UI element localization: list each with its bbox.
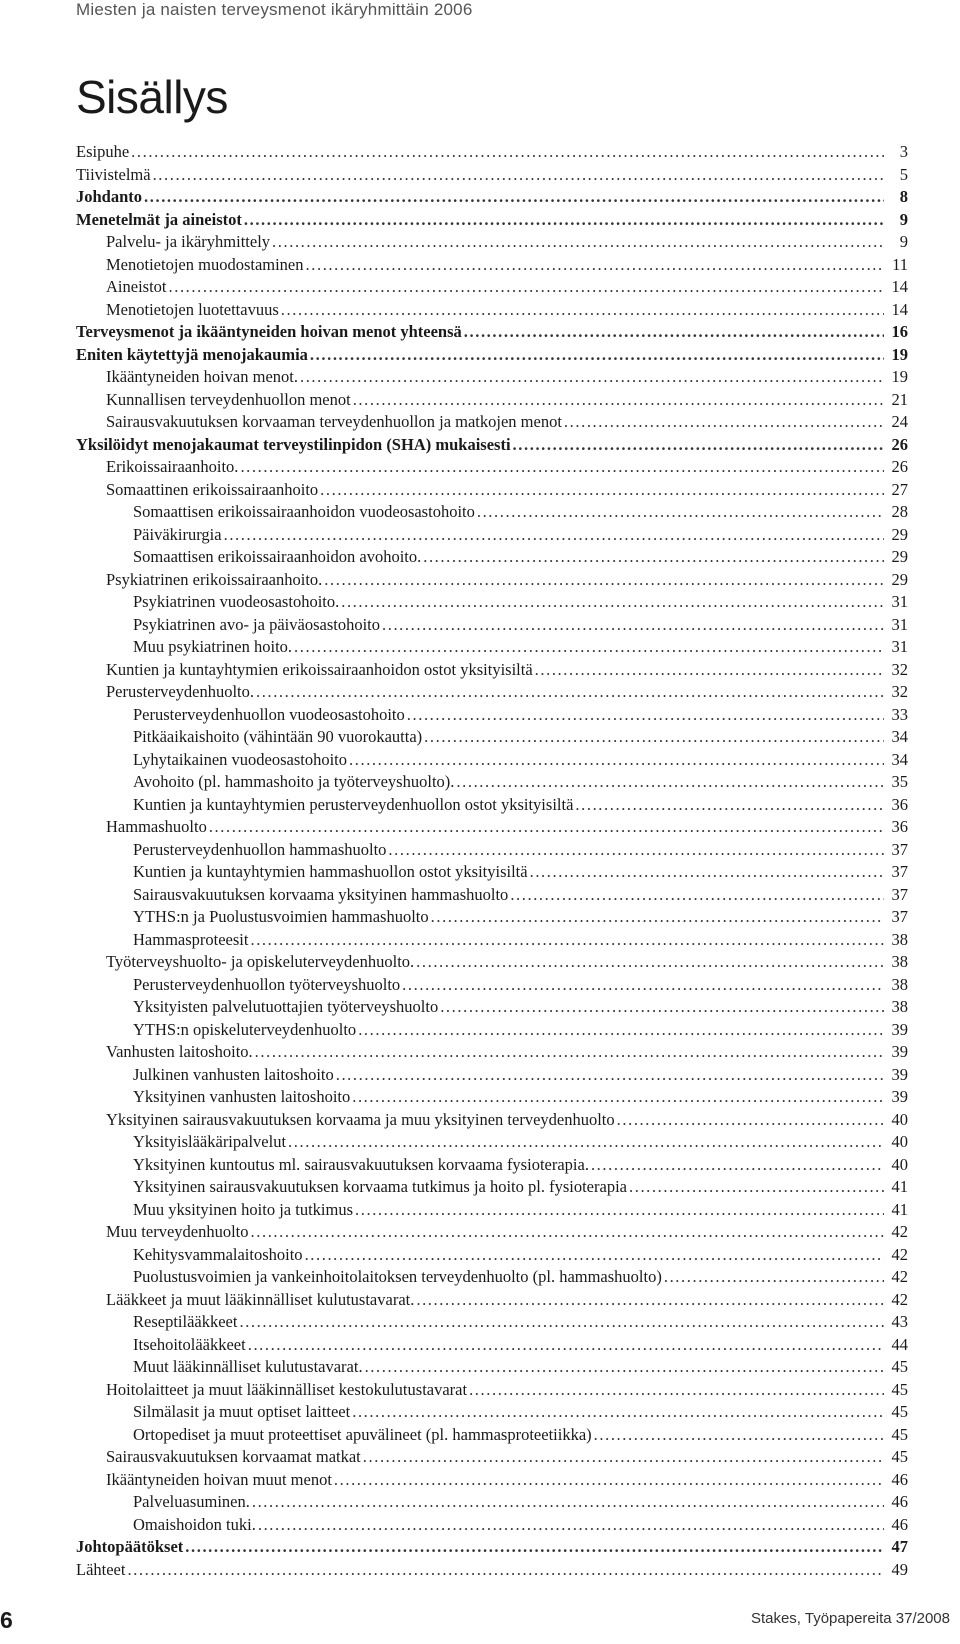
toc-entry[interactable]: [76, 884, 908, 907]
toc-entry-title: Yksilöidyt menojakaumat terveystilinpidon (SHA) mukaisesti: [76, 434, 511, 454]
toc-entry-page: 31: [891, 614, 908, 634]
toc-entry-page: 3: [899, 142, 908, 161]
toc-entry[interactable]: [76, 1244, 908, 1267]
toc-entry-page: 32: [891, 659, 908, 679]
toc-entry-title: Vanhusten laitoshoito.: [106, 1042, 253, 1061]
toc-leader-dots: [358, 1019, 884, 1042]
toc-entry-title: Lyhytaikainen vuodeosastohoito: [133, 749, 348, 769]
toc-entry-title: Silmälasit ja muut optiset laitteet: [133, 1402, 351, 1421]
toc-entry-title: Perusterveydenhuollon vuodeosastohoito: [133, 704, 405, 724]
toc-entry-page: 31: [891, 592, 908, 611]
toc-entry-title: Reseptilääkkeet: [133, 1312, 238, 1331]
toc-entry[interactable]: [76, 1334, 908, 1357]
toc-entry-title: Ikääntyneiden hoivan menot.: [106, 367, 298, 386]
toc-leader-dots: [353, 389, 884, 412]
toc-entry-title: Somaattisen erikoissairaanhoidon vuodeosastohoito: [133, 502, 475, 521]
toc-entry-title: Avohoito (pl. hammashoito ja työterveyshuolto).: [133, 772, 455, 791]
toc-leader-dots: [153, 164, 884, 187]
toc-leader-dots: [256, 681, 884, 704]
toc-entry[interactable]: [76, 929, 908, 952]
toc-entry-title: Lääkkeet ja muut lääkinnälliset kulutustavarat.: [106, 1289, 415, 1309]
toc-entry-title: Sairausvakuutuksen korvaama yksityinen hammashuolto: [133, 884, 509, 904]
toc-leader-dots: [355, 1199, 884, 1222]
toc-leader-dots: [456, 771, 884, 794]
toc-entry-title: Pitkäaikaishoito (vähintään 90 vuorokautta): [133, 727, 423, 746]
table-of-contents: [76, 141, 908, 1581]
toc-entry-title: Palveluasuminen.: [133, 1492, 250, 1511]
toc-entry-title: Yksityinen sairausvakuutuksen korvaama tutkimus ja hoito pl. fysioterapia: [133, 1177, 627, 1196]
toc-leader-dots: [535, 659, 884, 682]
toc-leader-dots: [510, 884, 884, 907]
toc-entry-title: Psykiatrinen vuodeosastohoito.: [133, 592, 340, 611]
toc-entry-page: 44: [891, 1334, 908, 1354]
toc-entry-title: Ikääntyneiden hoivan muut menot: [106, 1469, 332, 1489]
toc-leader-dots: [341, 591, 884, 614]
toc-entry-title: Hammasproteesit: [133, 929, 249, 949]
toc-leader-dots: [416, 1289, 884, 1312]
toc-leader-dots: [305, 1244, 884, 1267]
toc-entry-page: 36: [891, 817, 908, 836]
toc-entry-page: 49: [891, 1559, 908, 1579]
toc-entry[interactable]: [76, 1559, 908, 1582]
toc-entry-page: 37: [891, 862, 908, 881]
toc-entry-title: Psykiatrinen avo- ja päiväosastohoito: [133, 614, 380, 634]
toc-leader-dots: [575, 794, 884, 817]
toc-entry[interactable]: [76, 276, 908, 299]
toc-entry-title: Perusterveydenhuolto.: [106, 682, 255, 701]
toc-entry[interactable]: [76, 1086, 908, 1109]
toc-entry-page: 29: [891, 547, 908, 566]
toc-leader-dots: [248, 1334, 884, 1357]
toc-leader-dots: [252, 1491, 884, 1514]
toc-leader-dots: [664, 1266, 884, 1289]
toc-entry-title: Kuntien ja kuntayhtymien perusterveydenhuollon ostot yksityisiltä: [133, 794, 574, 814]
toc-entry[interactable]: [76, 1289, 908, 1312]
toc-entry-page: 43: [891, 1312, 908, 1331]
toc-entry-page: 9: [899, 232, 908, 251]
toc-entry[interactable]: [76, 411, 908, 434]
toc-entry-title: Sairausvakuutuksen korvaamat matkat: [106, 1447, 361, 1466]
toc-entry-title: Lähteet: [76, 1559, 126, 1579]
toc-entry-page: 5: [899, 164, 908, 184]
toc-entry[interactable]: [76, 299, 908, 322]
toc-entry[interactable]: [76, 366, 908, 389]
toc-leader-dots: [169, 276, 885, 299]
toc-entry-title: YTHS:n ja Puolustusvoimien hammashuolto: [133, 907, 429, 926]
toc-entry-title: Itsehoitolääkkeet: [133, 1334, 246, 1354]
toc-entry[interactable]: [76, 1199, 908, 1222]
toc-entry-page: 34: [891, 749, 908, 769]
toc-entry-page: 46: [891, 1469, 908, 1489]
toc-leader-dots: [251, 1221, 884, 1244]
toc-entry-page: 8: [899, 187, 908, 206]
toc-entry[interactable]: [76, 1491, 908, 1514]
toc-entry[interactable]: [76, 1401, 908, 1424]
toc-entry[interactable]: [76, 951, 908, 974]
toc-entry[interactable]: [76, 591, 908, 614]
toc-leader-dots: [591, 1154, 884, 1177]
toc-entry[interactable]: [76, 1311, 908, 1334]
toc-leader-dots: [258, 1514, 884, 1537]
toc-entry-page: 28: [891, 502, 908, 521]
toc-entry[interactable]: [76, 1446, 908, 1469]
toc-entry-page: 47: [891, 1537, 908, 1556]
toc-entry-title: YTHS:n opiskeluterveydenhuolto: [133, 1019, 357, 1039]
toc-entry-title: Yksityisten palvelutuottajien työterveyshuolto: [133, 997, 439, 1016]
toc-leader-dots: [440, 996, 884, 1019]
toc-entry-page: 21: [891, 389, 908, 409]
toc-entry-title: Työterveyshuolto- ja opiskeluterveydenhuolto.: [106, 952, 415, 971]
toc-leader-dots: [336, 1064, 884, 1087]
page-title: Sisällys: [76, 71, 228, 123]
footer-source: Stakes, Työpapereita 37/2008: [750, 1610, 950, 1627]
toc-entry-title: Hoitolaitteet ja muut lääkinnälliset kestokulutustavarat: [106, 1379, 468, 1399]
toc-entry[interactable]: [76, 456, 908, 479]
toc-entry-title: Hammashuolto: [106, 817, 207, 836]
toc-leader-dots: [320, 479, 884, 502]
toc-entry-title: Muu terveydenhuolto: [106, 1222, 249, 1241]
toc-entry-title: Sairausvakuutuksen korvaaman terveydenhuollon ja matkojen menot: [106, 412, 562, 431]
toc-entry-page: 24: [891, 412, 908, 431]
toc-entry[interactable]: [76, 321, 908, 344]
toc-entry[interactable]: [76, 524, 908, 547]
toc-entry-title: Kuntien ja kuntayhtymien erikoissairaanhoidon ostot yksityisiltä: [106, 659, 533, 679]
toc-entry[interactable]: [76, 1536, 908, 1559]
toc-entry-page: 19: [891, 344, 908, 364]
toc-entry-page: 11: [892, 254, 908, 274]
toc-entry-page: 45: [891, 1379, 908, 1399]
toc-entry-title: Tiivistelmä: [76, 164, 151, 184]
toc-entry-page: 37: [891, 839, 908, 859]
toc-entry-title: Päiväkirurgia: [133, 524, 222, 544]
toc-entry[interactable]: [76, 569, 908, 592]
toc-leader-dots: [349, 749, 884, 772]
toc-leader-dots: [431, 906, 884, 929]
toc-entry-title: Palvelu- ja ikäryhmittely: [106, 232, 271, 251]
toc-leader-dots: [416, 951, 884, 974]
toc-entry[interactable]: [76, 681, 908, 704]
toc-entry[interactable]: [76, 1019, 908, 1042]
toc-entry[interactable]: [76, 254, 908, 277]
toc-entry-title: Somaattisen erikoissairaanhoidon avohoito.: [133, 547, 422, 566]
toc-entry-page: 33: [891, 704, 908, 724]
toc-entry-title: Yksityinen sairausvakuutuksen korvaama ja muu yksityinen terveydenhuolto: [106, 1109, 615, 1129]
toc-leader-dots: [209, 816, 884, 839]
toc-entry-page: 45: [891, 1447, 908, 1466]
toc-entry-page: 45: [891, 1402, 908, 1421]
toc-entry-title: Psykiatrinen erikoissairaanhoito.: [106, 569, 323, 589]
toc-entry[interactable]: [76, 726, 908, 749]
toc-leader-dots: [352, 1086, 884, 1109]
toc-entry[interactable]: [76, 546, 908, 569]
toc-entry[interactable]: [76, 1514, 908, 1537]
toc-leader-dots: [402, 974, 884, 997]
toc-entry-title: Yksityinen kuntoutus ml. sairausvakuutuksen korvaama fysioterapia.: [133, 1154, 589, 1174]
toc-entry-title: Somaattinen erikoissairaanhoito: [106, 479, 319, 499]
toc-entry-page: 26: [891, 434, 908, 454]
toc-entry-title: Yksityislääkäripalvelut: [133, 1132, 287, 1151]
toc-entry[interactable]: [76, 1154, 908, 1177]
toc-entry-page: 41: [891, 1199, 908, 1219]
toc-entry-page: 39: [891, 1042, 908, 1061]
toc-entry-title: Perusterveydenhuollon hammashuolto: [133, 839, 387, 859]
toc-entry-page: 14: [891, 277, 908, 296]
toc-leader-dots: [629, 1176, 884, 1199]
toc-entry-page: 26: [891, 457, 908, 476]
toc-leader-dots: [324, 569, 884, 592]
toc-entry-page: 38: [891, 974, 908, 994]
toc-entry-page: 39: [891, 1087, 908, 1106]
toc-entry-title: Julkinen vanhusten laitoshoito: [133, 1064, 334, 1084]
toc-entry-title: Menotietojen muodostaminen: [106, 254, 304, 274]
toc-entry-page: 42: [891, 1289, 908, 1309]
toc-entry-title: Aineistot: [106, 277, 167, 296]
toc-entry-page: 34: [891, 727, 908, 746]
toc-entry[interactable]: [76, 861, 908, 884]
toc-entry-page: 40: [891, 1132, 908, 1151]
toc-entry[interactable]: [76, 344, 908, 367]
toc-leader-dots: [352, 1401, 884, 1424]
toc-entry-page: 36: [891, 794, 908, 814]
running-head: Miesten ja naisten terveysmenot ikäryhmittäin 2006: [76, 0, 473, 19]
toc-entry[interactable]: [76, 1176, 908, 1199]
toc-entry-page: 40: [891, 1154, 908, 1174]
toc-entry-title: Eniten käytettyjä menojakaumia: [76, 344, 308, 364]
toc-entry-page: 38: [891, 929, 908, 949]
toc-entry[interactable]: [76, 479, 908, 502]
toc-leader-dots: [513, 434, 884, 457]
toc-entry-page: 32: [891, 682, 908, 701]
toc-entry[interactable]: [76, 164, 908, 187]
toc-leader-dots: [144, 186, 884, 209]
toc-leader-dots: [240, 456, 884, 479]
toc-entry-page: 39: [891, 1019, 908, 1039]
toc-leader-dots: [363, 1446, 884, 1469]
toc-leader-dots: [423, 546, 884, 569]
toc-leader-dots: [131, 141, 884, 164]
toc-entry-title: Esipuhe: [76, 142, 130, 161]
toc-entry[interactable]: [76, 1064, 908, 1087]
toc-leader-dots: [477, 501, 884, 524]
toc-leader-dots: [255, 1041, 884, 1064]
toc-entry[interactable]: [76, 389, 908, 412]
toc-entry-page: 19: [891, 367, 908, 386]
toc-leader-dots: [300, 366, 884, 389]
toc-entry-page: 39: [891, 1064, 908, 1084]
toc-entry[interactable]: [76, 1379, 908, 1402]
toc-entry-title: Puolustusvoimien ja vankeinhoitolaitoksen terveydenhuolto (pl. hammashuolto): [133, 1267, 662, 1286]
toc-entry[interactable]: [76, 839, 908, 862]
toc-leader-dots: [288, 1131, 884, 1154]
toc-leader-dots: [382, 614, 884, 637]
toc-entry-page: 45: [891, 1424, 908, 1444]
toc-entry[interactable]: [76, 1041, 908, 1064]
toc-leader-dots: [244, 209, 884, 232]
toc-entry-title: Kehitysvammalaitoshoito: [133, 1244, 303, 1264]
toc-entry-page: 37: [891, 907, 908, 926]
toc-entry[interactable]: [76, 141, 908, 164]
toc-entry-title: Kuntien ja kuntayhtymien hammashuollon ostot yksityisiltä: [133, 862, 528, 881]
toc-entry-page: 45: [891, 1357, 908, 1376]
toc-entry-title: Muut lääkinnälliset kulutustavarat.: [133, 1357, 363, 1376]
toc-entry-page: 42: [891, 1267, 908, 1286]
toc-entry[interactable]: [76, 636, 908, 659]
toc-entry-title: Erikoissairaanhoito.: [106, 457, 239, 476]
toc-entry-page: 35: [891, 772, 908, 791]
toc-leader-dots: [310, 344, 884, 367]
toc-entry-title: Muu psykiatrinen hoito.: [133, 637, 293, 656]
toc-entry-page: 16: [891, 322, 908, 341]
toc-entry-title: Perusterveydenhuollon työterveyshuolto: [133, 974, 401, 994]
toc-entry[interactable]: [76, 231, 908, 254]
toc-leader-dots: [469, 1379, 884, 1402]
toc-entry-title: Omaishoidon tuki.: [133, 1514, 256, 1534]
toc-entry-page: 42: [891, 1222, 908, 1241]
toc-leader-dots: [388, 839, 884, 862]
toc-leader-dots: [564, 411, 884, 434]
toc-entry-page: 38: [891, 997, 908, 1016]
toc-leader-dots: [127, 1559, 884, 1582]
toc-entry-page: 46: [891, 1492, 908, 1511]
toc-entry-title: Menetelmät ja aineistot: [76, 209, 242, 229]
toc-entry-title: Johtopäätökset: [76, 1537, 184, 1556]
toc-entry[interactable]: [76, 771, 908, 794]
toc-entry[interactable]: [76, 186, 908, 209]
toc-entry-title: Ortopediset ja muut proteettiset apuvälineet (pl. hammasproteetiikka): [133, 1424, 592, 1444]
toc-entry[interactable]: [76, 704, 908, 727]
page-number: 6: [0, 1607, 13, 1633]
toc-leader-dots: [250, 929, 884, 952]
toc-entry-title: Menotietojen luotettavuus: [106, 299, 279, 319]
toc-entry-page: 40: [891, 1109, 908, 1129]
toc-entry-title: Johdanto: [76, 187, 143, 206]
toc-entry-page: 46: [891, 1514, 908, 1534]
toc-leader-dots: [334, 1469, 884, 1492]
toc-leader-dots: [239, 1311, 884, 1334]
toc-entry-page: 9: [899, 209, 908, 229]
toc-entry[interactable]: [76, 209, 908, 232]
toc-entry[interactable]: [76, 614, 908, 637]
toc-leader-dots: [294, 636, 884, 659]
toc-entry-page: 29: [891, 524, 908, 544]
toc-entry-page: 37: [891, 884, 908, 904]
toc-entry[interactable]: [76, 659, 908, 682]
toc-entry-title: Yksityinen vanhusten laitoshoito: [133, 1087, 351, 1106]
toc-leader-dots: [185, 1536, 884, 1559]
toc-entry[interactable]: [76, 1424, 908, 1447]
toc-entry[interactable]: [76, 1131, 908, 1154]
toc-leader-dots: [530, 861, 884, 884]
toc-entry-page: 14: [891, 299, 908, 319]
toc-entry[interactable]: [76, 434, 908, 457]
toc-entry[interactable]: [76, 1221, 908, 1244]
toc-entry[interactable]: [76, 749, 908, 772]
toc-leader-dots: [424, 726, 884, 749]
toc-leader-dots: [407, 704, 884, 727]
toc-leader-dots: [365, 1356, 884, 1379]
toc-leader-dots: [306, 254, 884, 277]
toc-entry[interactable]: [76, 1109, 908, 1132]
toc-entry[interactable]: [76, 906, 908, 929]
toc-entry[interactable]: [76, 1266, 908, 1289]
toc-entry[interactable]: [76, 1356, 908, 1379]
toc-entry[interactable]: [76, 794, 908, 817]
toc-entry[interactable]: [76, 1469, 908, 1492]
toc-entry-page: 27: [891, 479, 908, 499]
toc-entry-title: Muu yksityinen hoito ja tutkimus: [133, 1199, 354, 1219]
toc-leader-dots: [272, 231, 884, 254]
toc-entry-page: 31: [891, 637, 908, 656]
toc-entry[interactable]: [76, 974, 908, 997]
toc-leader-dots: [594, 1424, 884, 1447]
toc-entry-page: 29: [891, 569, 908, 589]
toc-entry[interactable]: [76, 996, 908, 1019]
toc-entry-page: 38: [891, 952, 908, 971]
toc-entry-title: Kunnallisen terveydenhuollon menot: [106, 389, 351, 409]
toc-leader-dots: [464, 321, 884, 344]
toc-leader-dots: [224, 524, 884, 547]
toc-leader-dots: [617, 1109, 884, 1132]
toc-entry-page: 41: [891, 1177, 908, 1196]
toc-leader-dots: [281, 299, 884, 322]
toc-entry[interactable]: [76, 816, 908, 839]
toc-entry-page: 42: [891, 1244, 908, 1264]
toc-entry[interactable]: [76, 501, 908, 524]
toc-entry-title: Terveysmenot ja ikääntyneiden hoivan menot yhteensä: [76, 322, 462, 341]
